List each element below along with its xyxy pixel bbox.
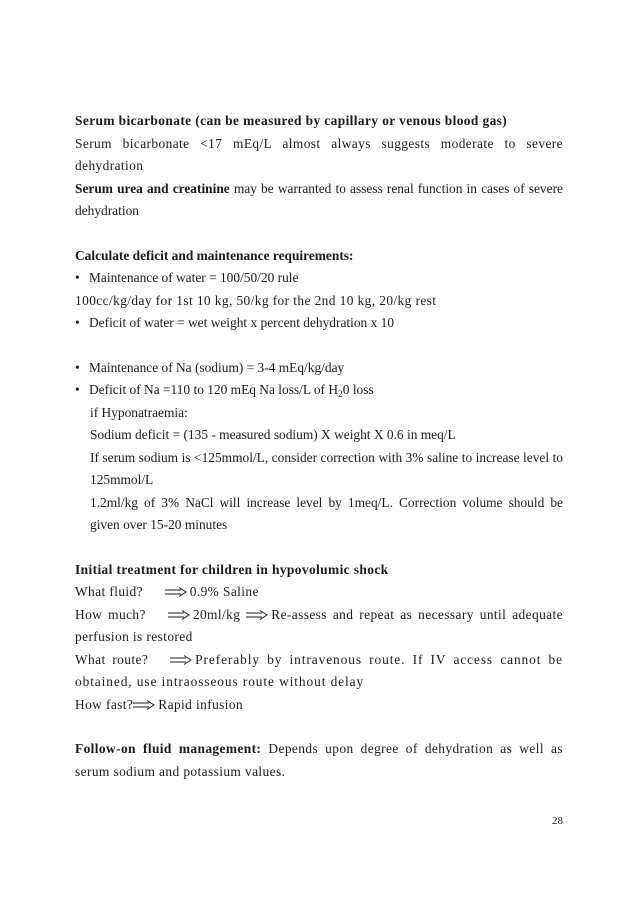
follow-on-paragraph [75,738,563,783]
double-arrow-icon [165,587,187,597]
route-value: Preferably by intravenous route. If IV access cannot be obtained, use intraosseous route without delay [75,651,564,689]
how-fast-label: How fast? [75,696,134,712]
what-fluid-label: What fluid? [75,584,143,599]
how-fast-row [75,694,563,717]
how-much-label: How much? [75,606,146,622]
how-much-row [75,604,563,649]
urea-bold: Serum urea and creatinine [75,180,230,196]
rule-text: 100cc/kg/day for 1st 10 kg, 50/kg for the 2nd 10 kg, 20/kg rest [75,292,437,308]
how-fast-value: Rapid infusion [158,696,244,712]
follow-on-text: Depends upon degree of dehydration as well as serum sodium and potassium values. [75,741,563,779]
what-fluid-value: 0.9% Saline [189,584,259,599]
bicarbonate-heading: Serum bicarbonate (can be measured by capillary or venous blood gas) [75,113,508,128]
nacl-text: 1.2ml/kg of 3% NaCl will increase level by 1meq/L. Correction volume should be given over 15-20 minutes [90,494,563,532]
double-arrow-icon [133,700,155,710]
urea-paragraph [75,178,563,223]
bullet-deficit-na: • Deficit of Na =110 to 120 mEq Na loss/L of $H_20$ loss [75,379,563,402]
route-label: What route? [75,651,149,667]
shock-heading: Initial treatment for children in hypovolumic shock [75,561,389,577]
what-fluid-row [75,581,563,604]
document-page [75,110,563,783]
bullet-deficit-water: • Deficit of water = wet weight x percent dehydration x 10 [75,312,563,335]
follow-on-bold: Follow-on fluid management: [75,741,262,756]
serum-sodium-text: If serum sodium is <125mmol/L, consider correction with 3% saline to increase level to 125mmol/L [90,449,563,487]
hyponatraemia-label: if Hyponatraemia: [90,404,188,420]
calculate-heading: Calculate deficit and maintenance requirements: [75,247,354,263]
bullet-maintenance-na: • Maintenance of Na (sodium) = 3-4 mEq/kg/day [75,357,563,380]
page-number: 28 [552,815,563,827]
urea-text: may be warranted to assess renal function in cases of severe dehydration [75,180,563,218]
bicarbonate-text: Serum bicarbonate <17 mEq/L almost always suggests moderate to severe dehydration [75,135,563,173]
route-row [75,649,563,694]
how-much-rest: Re-assess and repeat as necessary until adequate perfusion is restored [75,606,563,644]
bullet-maintenance-water: • Maintenance of water = 100/50/20 rule [75,267,563,290]
double-arrow-icon [170,655,192,665]
double-arrow-icon [168,610,190,620]
double-arrow-icon [246,610,268,620]
sodium-deficit-formula: Sodium deficit = (135 - measured sodium) X weight X 0.6 in meq/L [90,427,456,442]
how-much-value: 20ml/kg [192,606,241,622]
